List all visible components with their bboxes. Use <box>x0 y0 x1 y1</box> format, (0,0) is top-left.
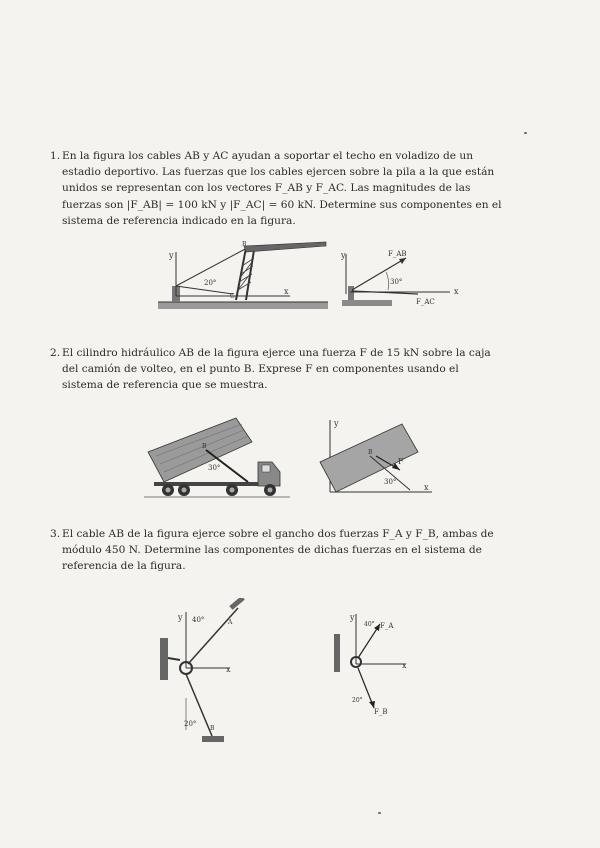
angle-label: 20° <box>204 279 217 287</box>
vector-fa-label: F_A <box>380 622 394 630</box>
angle-label: 40° <box>192 616 205 624</box>
x-axis-label: x <box>284 287 289 296</box>
y-axis-label: y <box>169 251 174 260</box>
problem-1 <box>50 148 502 229</box>
angle-label: 30° <box>208 464 221 472</box>
angle-label: 20° <box>352 697 363 704</box>
point-b-label: B <box>202 443 207 450</box>
figure-1-vectors <box>328 244 478 314</box>
y-axis-label: y <box>334 419 339 428</box>
point-b-label: B <box>368 449 373 456</box>
angle-label: 20° <box>184 720 197 728</box>
x-axis-label: x <box>226 665 231 674</box>
angle-label: 40° <box>364 621 375 628</box>
y-axis-label: y <box>350 613 355 622</box>
problem-text: El cilindro hidráulico AB de la figura ejerce una fuerza F de 15 kN sobre la caja del camión de volteo, en el punto B. Exprese F en componentes usando el sistema de referencia que se muestra. <box>62 347 491 392</box>
ground <box>158 302 328 309</box>
scan-speck <box>378 812 381 814</box>
cable-ac <box>176 286 233 294</box>
problem-number: 1. <box>50 150 61 162</box>
figure-2-vectors <box>310 412 440 502</box>
y-axis-label: y <box>178 613 183 622</box>
angle-label: 30° <box>384 478 397 486</box>
point-b-label: B <box>242 241 247 248</box>
scan-speck <box>524 132 527 134</box>
problem-text: El cable AB de la figura ejerce sobre el gancho dos fuerzas F_A y F_B, ambas de módulo 450 N. Determine las componentes de dichas fuerzas en el sistema de referencia de la figura. <box>62 528 494 573</box>
figure-1-stadium <box>150 238 340 316</box>
figure-3-vectors <box>322 604 422 724</box>
figure-3-hook <box>148 598 268 758</box>
point-b-label: B <box>210 725 215 732</box>
figure-2-truck <box>140 412 300 502</box>
point-a-label: A <box>228 619 233 626</box>
vector-fab-label: F_AB <box>388 250 407 258</box>
problem-3 <box>50 526 502 575</box>
wall <box>334 634 340 672</box>
x-axis-label: x <box>454 287 459 296</box>
angle-label: 30° <box>390 278 403 286</box>
vector-fac-label: F_AC <box>416 298 435 306</box>
x-axis-label: x <box>424 483 429 492</box>
problem-2 <box>50 345 502 394</box>
point-c-label: C <box>230 293 235 300</box>
vector-fb-label: F_B <box>374 708 388 716</box>
problem-number: 2. <box>50 347 61 359</box>
wall <box>160 638 168 680</box>
problem-text: En la figura los cables AB y AC ayudan a soportar el techo en voladizo de un estadio deportivo. Las fuerzas que los cables ejercen sobre la pila a la que están unidos se representan con los vectores F_AB y F_AC. Las magnitudes de las fuerzas son |F_AB| = 100 kN y |F_AC| = 60 kN. Determine sus componentes en el sistema de referencia indicado en la figura. <box>62 150 502 227</box>
y-axis-label: y <box>341 251 346 260</box>
x-axis-label: x <box>402 661 407 670</box>
problem-number: 3. <box>50 528 61 540</box>
vector-f-label: F <box>398 457 404 466</box>
